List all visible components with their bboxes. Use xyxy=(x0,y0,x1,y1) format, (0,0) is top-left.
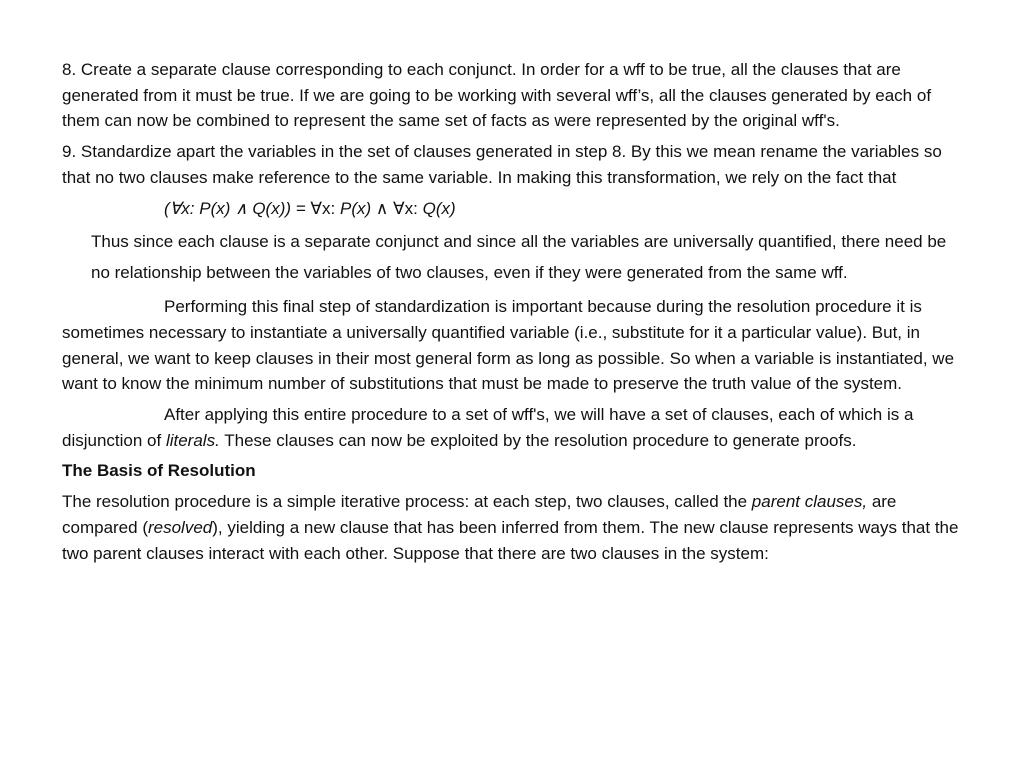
formula-p2: P(x) xyxy=(339,198,372,218)
parent-clauses-term: parent clauses, xyxy=(751,492,868,512)
formula-and1: ∧ xyxy=(230,198,253,218)
step-8-paragraph: 8. Create a separate clause corresponding to each conjunct. In order for a wff to be true, all the clauses that are generated from it must be true. If we are going to be working with several wff’s, all the clauses generated by each of them can now be combined to represent the same set of facts as were represented by the original wff's. xyxy=(62,60,932,131)
performing-paragraph: Performing this final step of standardization is important because during the resolution procedure it is sometimes necessary to instantiate a universally quantified variable (i.e., substitute for it a particular value). But, in general, we want to keep clauses in their most general form as long as possible. So when a variable is instantiated, we want to know the minimum number of substitutions that must be made to preserve the truth value of the system. xyxy=(62,297,955,394)
resolution-part3: ), yielding a new clause that has been inferred from them. The new clause represents ways that the two parent clauses interact with each other. Suppose that there are two clauses in the system: xyxy=(62,517,959,563)
formula-mid: ∀x: xyxy=(305,198,340,218)
quantifier-formula xyxy=(164,196,962,222)
after-paragraph xyxy=(62,402,962,453)
thus-paragraph: Thus since each clause is a separate conjunct and since all the variables are universally quantified, there need be no relationship between the variables of two clauses, even if they were generated from the same wff. xyxy=(91,232,947,282)
formula-p1: P(x) xyxy=(199,198,231,218)
after-text-before: After applying this entire procedure to a set of wff's, we will have a set of clauses, each of which is a disjunction of xyxy=(62,405,914,450)
formula-and2: ∧ xyxy=(371,198,394,218)
step-9-paragraph: 9. Standardize apart the variables in the set of clauses generated in step 8. By this we mean rename the variables so that no two clauses make reference to the same variable. In making this transformation, we rely on the fact that xyxy=(62,142,942,187)
formula-q2: Q(x) xyxy=(422,198,456,218)
formula-open: (∀x: xyxy=(164,198,200,218)
formula-forall2: ∀x: xyxy=(393,198,423,218)
literals-term: literals. xyxy=(165,430,220,450)
resolution-paragraph xyxy=(62,489,962,566)
resolution-part1: The resolution procedure is a simple iterative process: at each step, two clauses, called the xyxy=(62,492,752,512)
resolved-term: resolved xyxy=(147,517,213,537)
slide-body xyxy=(62,57,962,571)
resolution-part2: are compared ( xyxy=(62,492,897,537)
after-text-after: These clauses can now be exploited by the resolution procedure to generate proofs. xyxy=(219,430,857,450)
formula-q1: Q(x)) = xyxy=(252,198,306,218)
section-heading: The Basis of Resolution xyxy=(62,461,256,481)
